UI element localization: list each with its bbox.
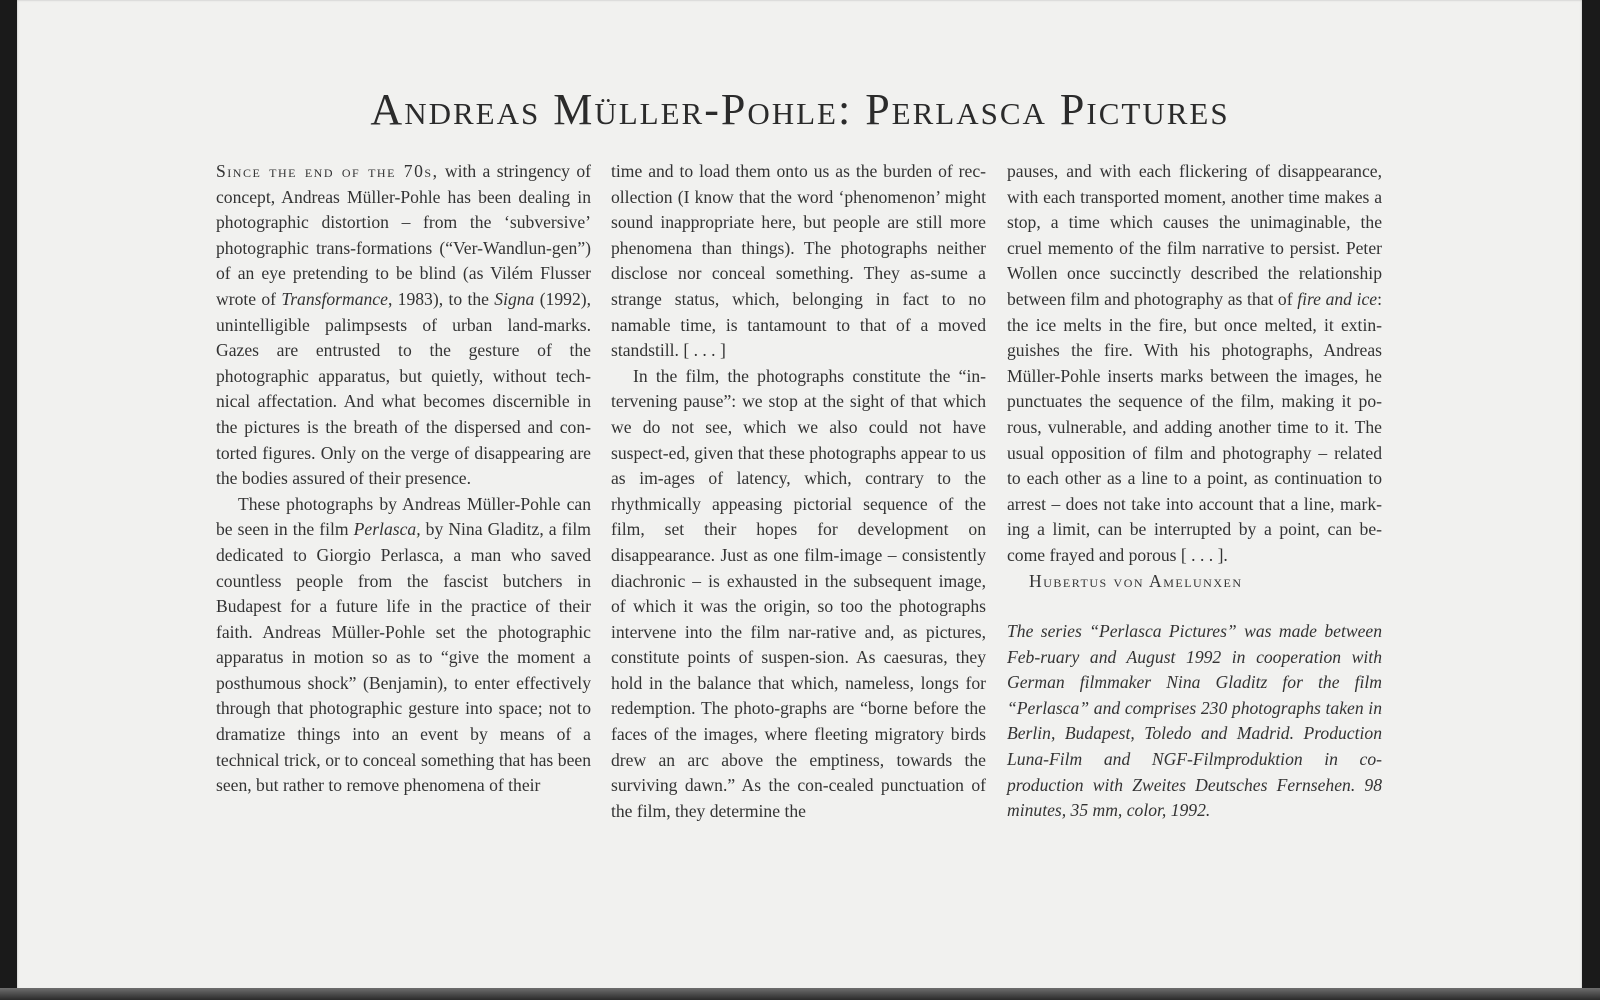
- production-note: The series “Perlasca Pictures” was made between Feb-ruary and August 1992 in cooperation with German filmmaker Nina Gladitz for the film “Perlasca” and comprises 230 photographs taken in Berlin, Budapest, Toledo and Madrid. Production Luna-Film and NGF-Filmproduktion in co-production with Zweites Deutsches Fernsehen. 98 minutes, 35 mm, color, 1992.: [1007, 621, 1382, 821]
- lead-in: Since the end of the 70s,: [216, 161, 439, 181]
- page-title: Andreas Müller-Pohle: Perlasca Pictures: [370, 85, 1230, 134]
- author-signature: Hubertus von Amelunxen: [1029, 570, 1243, 591]
- frame-bottom-edge: [0, 988, 1600, 1000]
- paragraph: [1007, 159, 1382, 569]
- text-column-3: [1007, 159, 1382, 824]
- work-title: Transformance: [281, 288, 388, 309]
- text-run: (1992), unintelligible palimpsests of urban land-marks. Gazes are entrusted to the gesture of the photographic apparatus, but quietly, without tech-nical affectation. And what becomes discernible in the pictures is the breath of the dispersed and con-torted figures. Only on the verge of disappearing are the bodies assured of their presence.: [216, 288, 591, 489]
- paragraph: time and to load them onto us as the burden of rec-ollection (I know that the word ‘phenomenon’ might sound inappropriate here, but people are still more phenomena than things). The photographs neither disclose nor conceal something. They as-sume a strange status, which, belonging in fact to no namable time, is tantamount to that of a moved standstill. [ . . . ]: [611, 161, 986, 361]
- paragraph: In the film, the photographs constitute the “in-tervening pause”: we stop at the sight of that which we do not see, which we also could not have suspect-ed, given that these photographs appear to us as im-ages of latency, which, contrary to the rhythmically appeasing pictorial sequence of the film, set their hopes for development on disappearance. Just as one film-image – consistently diachronic – is exhausted in the subsequent image, of which it was the origin, so too the photographs intervene into the film nar-rative and, as pictures, constitute points of suspen-sion. As caesuras, they hold in the balance that which, nameless, longs for redemption. The photo-graphs are “borne before the faces of the images, where fleeting migratory birds drew an arc above the emptiness, towards the surviving dawn.” As the con-cealed punctuation of the film, they determine the: [611, 365, 986, 821]
- paragraph: [216, 492, 591, 799]
- text-column-1: [216, 159, 591, 799]
- text-run: with a stringency of concept, Andreas Müller-Pohle has been dealing in photographic distortion – from the ‘subversive’ photographic trans-formations (“Ver-Wandlun-gen”) of an eye pretending to be blind (as Vilém Flusser wrote of: [216, 161, 592, 309]
- text-run: by Nina Gladitz, a film dedicated to Giorgio Perlasca, a man who saved countless people from the fascist butchers in Budapest for a future life in the practice of their faith. Andreas Müller-Pohle set the photographic apparatus in motion so as to “give the moment a posthumous shock” (Benjamin), to enter effectively through that photographic gesture into space; not to dramatize things into an event by means of a technical trick, or to conceal something that has been seen, but rather to remove phenomena of their: [216, 519, 591, 796]
- paragraph: [216, 159, 591, 492]
- work-title: Signa: [494, 288, 535, 309]
- text-run: These photographs by Andreas Müller-Pohle can be seen in the film: [216, 493, 591, 540]
- text-run: , 1983), to the: [387, 288, 495, 309]
- text-column-2: [611, 159, 986, 824]
- text-run: pauses, and with each flickering of disappearance, with each transported moment, another time makes a stop, a time which causes the unimaginable, the cruel memento of the film narrative to persist. Peter Wollen once succinctly described the relationship between film and photography as that of: [1007, 161, 1382, 309]
- emphasis: fire and ice: [1297, 288, 1378, 309]
- work-title: Perlasca,: [353, 519, 421, 540]
- text-run: : the ice melts in the fire, but once melted, it extin-guishes the fire. With his photographs, Andreas Müller-Pohle inserts marks between the images, he punctuates the sequence of the film, making it po-rous, vulnerable, and adding another time to it. The usual opposition of film and photography – related to each other as a line to a point, as continuation to arrest – does not take into account that a line, mark-ing a limit, can be interrupted by a point, can be-come frayed and porous [ . . . ].: [1007, 288, 1382, 565]
